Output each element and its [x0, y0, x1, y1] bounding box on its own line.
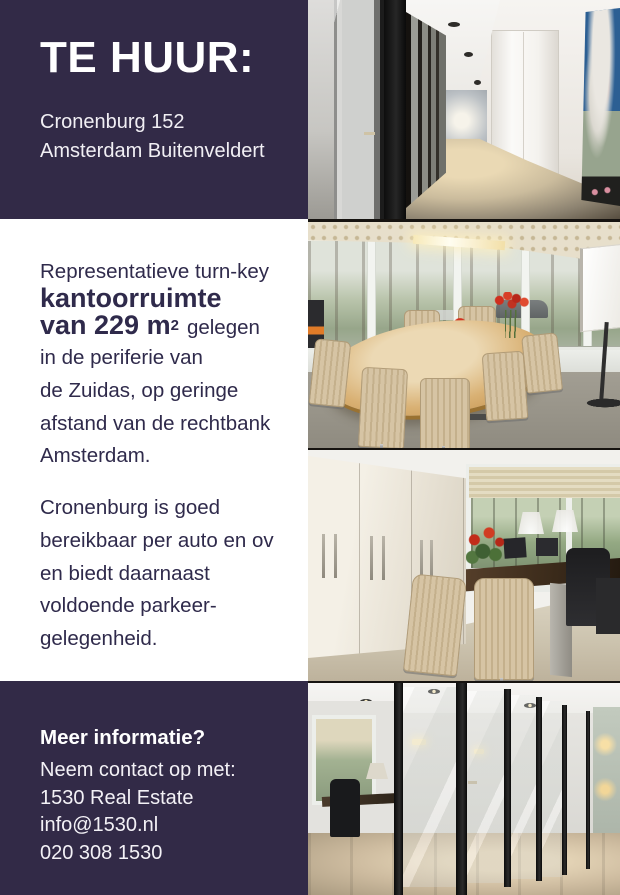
- desc-line: Amsterdam.: [40, 444, 151, 468]
- black-door-frame: [384, 0, 406, 219]
- office-chair: [420, 378, 470, 448]
- black-office-chair: [330, 779, 360, 837]
- contact-email: info@1530.nl: [40, 814, 159, 836]
- flower-bouquet: [466, 526, 508, 572]
- address-city: Amsterdam Buitenveldert: [40, 139, 265, 162]
- contact-heading: Meer informatie?: [40, 726, 206, 749]
- property-address: [40, 108, 265, 165]
- glass-panel: [542, 701, 562, 877]
- photo-hallway: [308, 0, 620, 219]
- header-block: [0, 0, 308, 219]
- office-chair: [309, 338, 352, 407]
- desc-line: bereikbaar per auto en ov: [40, 528, 274, 552]
- monitor: [536, 538, 558, 556]
- office-chair: [521, 332, 563, 393]
- desc-line: in de periferie van: [40, 346, 203, 369]
- description-paragraph-2: [40, 492, 298, 656]
- photo-office-room: [308, 450, 620, 681]
- glass-partition-frame: [586, 711, 590, 869]
- cabinet-handle: [334, 534, 337, 578]
- glass-partition-frame: [562, 705, 567, 875]
- desc-line: de Zuidas, op geringe: [40, 378, 239, 402]
- desc-line-bold-size: [40, 312, 298, 342]
- ceiling-light: [448, 22, 460, 27]
- page-title: TE HUUR:: [40, 33, 255, 82]
- office-chair: [358, 367, 408, 448]
- flipchart-base: [584, 398, 620, 408]
- desc-line: gelegenheid.: [40, 627, 158, 651]
- glass-panel: [511, 695, 536, 879]
- desc-line: voldoende parkeer-: [40, 594, 217, 618]
- door-handle: [364, 132, 375, 135]
- address-street: Cronenburg 152: [40, 111, 185, 133]
- desc-line-bold: kantoorruimte: [40, 283, 222, 313]
- glass-partition-frame: [504, 689, 511, 887]
- chair-leg: [442, 446, 445, 448]
- ceiling-light: [464, 52, 473, 57]
- glass-partition-frame: [536, 697, 542, 881]
- contact-info: [40, 726, 236, 867]
- window-mullion: [368, 236, 375, 352]
- description-paragraph-1: [40, 258, 298, 473]
- glass-partition-frame: [456, 683, 467, 895]
- contact-phone: 020 308 1530: [40, 841, 163, 864]
- cabinet-handle: [370, 536, 373, 580]
- desc-line: Cronenburg is goed: [40, 496, 221, 519]
- cabinet-handle: [382, 536, 385, 580]
- photo-meeting-room: [308, 222, 620, 448]
- chair-leg: [500, 678, 503, 681]
- flipchart-board: [580, 244, 620, 333]
- size-value: van 229 m 2: [40, 310, 179, 340]
- office-chair: [403, 573, 467, 676]
- dark-cabinet: [596, 578, 620, 634]
- square-meter-sup: 2: [170, 317, 179, 334]
- office-chair: [474, 578, 534, 680]
- glass-partition-frame: [394, 683, 403, 895]
- ceiling-light: [474, 80, 481, 85]
- glass-door-handle: [468, 781, 477, 784]
- size-suffix: gelegen: [186, 316, 260, 339]
- glass-panel: [403, 687, 456, 887]
- tulip-bouquet: [494, 292, 530, 338]
- photo-column: [308, 0, 620, 895]
- desc-line: en biedt daarnaast: [40, 561, 210, 585]
- contact-company: 1530 Real Estate: [40, 786, 194, 809]
- desc-line: afstand van de rechtbank: [40, 411, 271, 435]
- photo-glass-offices: [308, 683, 620, 895]
- left-wall-panel: [308, 0, 334, 219]
- desc-line: Representatieve turn-key: [40, 260, 270, 283]
- glass-door: [334, 0, 384, 219]
- contact-line: Neem contact op met:: [40, 759, 236, 781]
- office-chair: [482, 351, 529, 422]
- chair-leg: [380, 444, 383, 448]
- glass-panel: [467, 691, 504, 883]
- cabinet-handle: [322, 534, 325, 578]
